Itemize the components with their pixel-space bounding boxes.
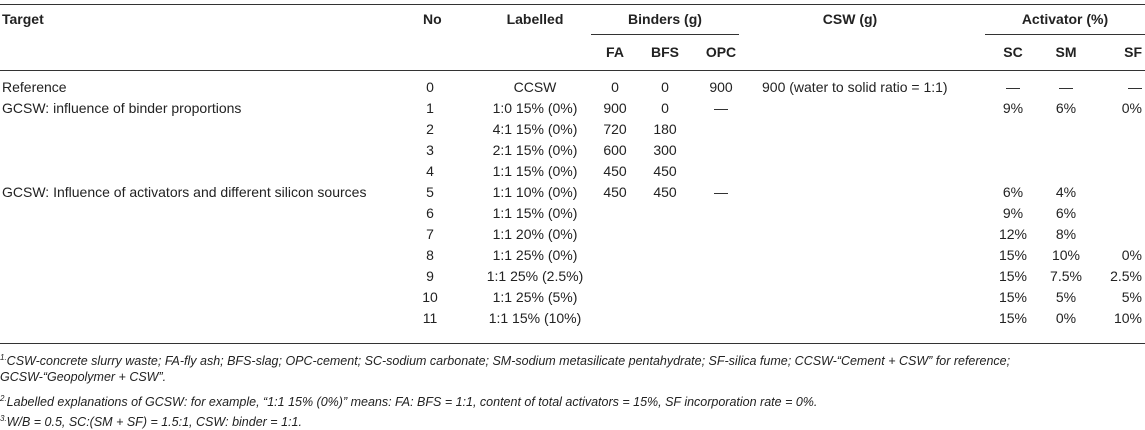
bottom-rule — [0, 343, 1145, 344]
cell-sf: 0% — [1121, 100, 1142, 116]
cell-fa: 900 — [603, 100, 627, 116]
cell-no: 5 — [426, 184, 434, 200]
cell-fa: 600 — [603, 142, 627, 158]
cell-no: 8 — [426, 247, 434, 263]
cell-sm: 8% — [1055, 226, 1077, 242]
cell-no: 3 — [426, 142, 434, 158]
cell-bfs: 0 — [661, 79, 669, 95]
footnote-1-cont: GCSW-“Geopolymer + CSW”. — [0, 370, 167, 384]
cell-labelled: 1:1 25% (2.5%) — [486, 268, 584, 284]
cell-sc: 6% — [1002, 184, 1024, 200]
cell-opc: — — [714, 100, 728, 116]
cell-opc: — — [714, 184, 728, 200]
cell-bfs: 300 — [653, 142, 677, 158]
cell-target: Reference — [2, 79, 67, 95]
cell-sc: 9% — [1002, 205, 1024, 221]
cell-labelled: 1:1 15% (0%) — [492, 205, 578, 221]
header-csw: CSW (g) — [822, 11, 878, 27]
cell-labelled: CCSW — [513, 79, 557, 95]
activator-rule — [985, 34, 1145, 35]
cell-no: 4 — [426, 163, 434, 179]
cell-csw: 900 (water to solid ratio = 1:1) — [762, 79, 948, 95]
cell-sm: 6% — [1055, 100, 1077, 116]
cell-sc: 12% — [998, 226, 1028, 242]
cell-bfs: 0 — [661, 100, 669, 116]
header-sm: SM — [1055, 44, 1077, 60]
cell-no: 7 — [426, 226, 434, 242]
header-activator: Activator (%) — [1021, 11, 1109, 27]
cell-labelled: 1:1 15% (10%) — [488, 310, 582, 326]
cell-sm: 5% — [1055, 289, 1077, 305]
cell-no: 11 — [422, 310, 438, 326]
header-sf: SF — [1124, 44, 1142, 60]
footnote-2: $^{2.}$Labelled explanations of GCSW: for example, “1:1 15% (0%)” means: FA: BFS = 1:1, content of total activators = 15%, SF incorporation rate = 0%. — [0, 394, 818, 409]
cell-sf: 10% — [1113, 310, 1142, 326]
cell-fa: 450 — [603, 184, 627, 200]
header-fa: FA — [606, 44, 624, 60]
cell-sc: 15% — [998, 268, 1028, 284]
binders-rule — [591, 34, 739, 35]
cell-no: 1 — [426, 100, 434, 116]
cell-labelled: 1:1 10% (0%) — [492, 184, 578, 200]
cell-sm: 7.5% — [1050, 268, 1082, 284]
top-rule — [0, 4, 1145, 5]
cell-labelled: 1:1 15% (0%) — [492, 163, 578, 179]
cell-target: GCSW: Influence of activators and different silicon sources — [2, 184, 367, 200]
cell-bfs: 180 — [653, 121, 677, 137]
cell-sf: — — [1128, 79, 1142, 95]
cell-fa: 0 — [611, 79, 619, 95]
header-labelled: Labelled — [506, 11, 564, 27]
header-sc: SC — [1003, 44, 1023, 60]
cell-no: 10 — [422, 289, 438, 305]
cell-labelled: 4:1 15% (0%) — [492, 121, 578, 137]
cell-sc: 9% — [1002, 100, 1024, 116]
cell-sf: 0% — [1121, 247, 1142, 263]
cell-labelled: 2:1 15% (0%) — [492, 142, 578, 158]
header-bfs: BFS — [651, 44, 679, 60]
cell-labelled: 1:1 25% (0%) — [492, 247, 578, 263]
cell-sm: — — [1059, 79, 1073, 95]
cell-sm: 0% — [1055, 310, 1077, 326]
cell-sc: 15% — [998, 247, 1028, 263]
cell-no: 9 — [426, 268, 434, 284]
header-rule — [0, 70, 1145, 71]
cell-sf: 5% — [1121, 289, 1142, 305]
header-binders: Binders (g) — [628, 11, 702, 27]
cell-sf: 2.5% — [1110, 268, 1142, 284]
cell-labelled: 1:1 25% (5%) — [492, 289, 578, 305]
cell-sc: 15% — [998, 310, 1028, 326]
cell-target: GCSW: influence of binder proportions — [2, 100, 242, 116]
cell-no: 2 — [426, 121, 434, 137]
header-no: No — [423, 11, 442, 27]
cell-labelled: 1:0 15% (0%) — [492, 100, 578, 116]
footnote-1: $^{1.}$CSW-concrete slurry waste; FA-fly ash; BFS-slag; OPC-cement; SC-sodium carbonate; SM-sodium metasilicate pentahydrate; SF-silica fume; CCSW-“Cement + CSW” for reference; — [0, 353, 1011, 368]
cell-bfs: 450 — [653, 184, 677, 200]
cell-no: 0 — [426, 79, 434, 95]
header-opc: OPC — [705, 44, 737, 60]
cell-sm: 4% — [1055, 184, 1077, 200]
cell-fa: 450 — [603, 163, 627, 179]
cell-sm: 10% — [1051, 247, 1081, 263]
cell-labelled: 1:1 20% (0%) — [492, 226, 578, 242]
cell-bfs: 450 — [653, 163, 677, 179]
cell-no: 6 — [426, 205, 434, 221]
cell-sc: — — [1006, 79, 1020, 95]
header-target: Target — [2, 11, 44, 27]
cell-sc: 15% — [998, 289, 1028, 305]
cell-fa: 720 — [603, 121, 627, 137]
cell-sm: 6% — [1055, 205, 1077, 221]
footnote-3: $^{3.}$W/B = 0.5, SC:(SM + SF) = 1.5:1, CSW: binder = 1:1. — [0, 414, 302, 429]
cell-opc: 900 — [709, 79, 733, 95]
